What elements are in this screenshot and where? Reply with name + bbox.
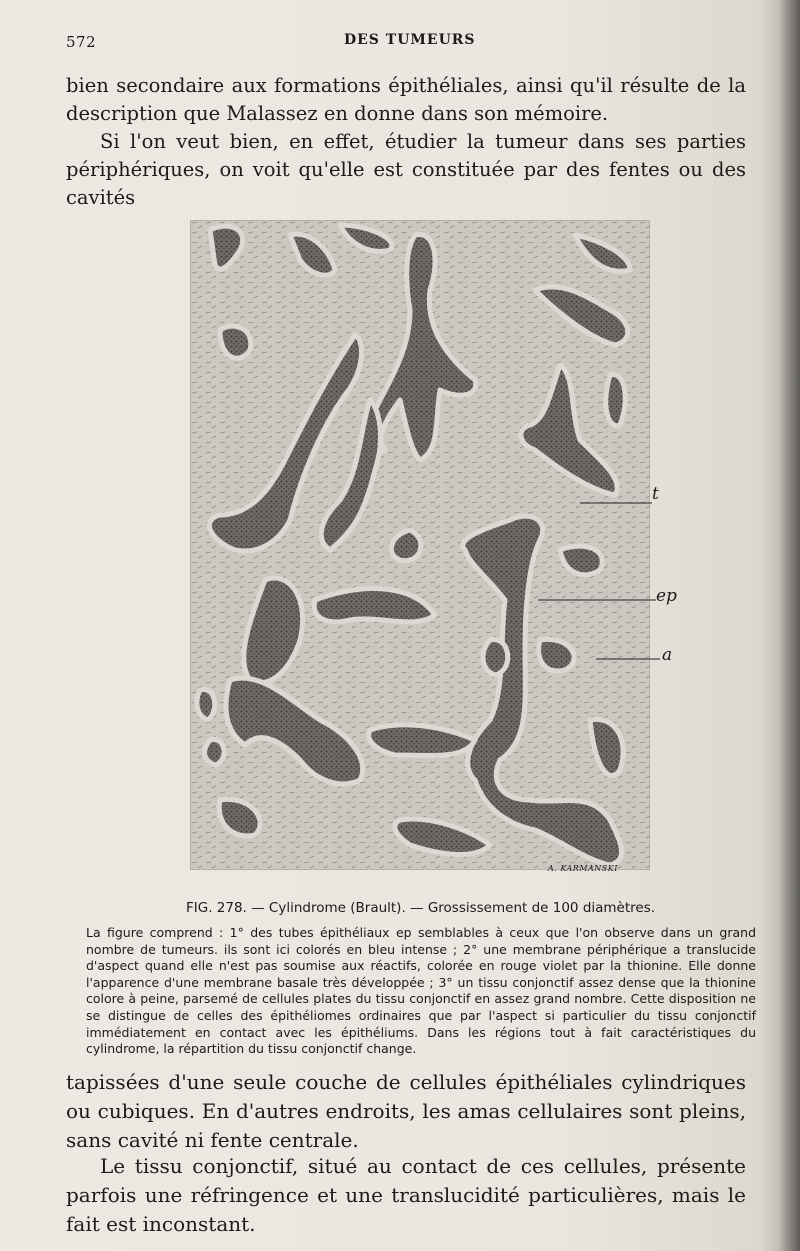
running-head: DES TUMEURS xyxy=(344,32,476,48)
figure-label-t: t xyxy=(652,484,659,504)
figure-description: La figure comprend : 1° des tubes épithéliaux ep semblables à ceux que l'on observe dans un grand nombre de tumeurs. ils sont ici colorés en bleu intense ; 2° une membrane périphérique a translucide d'aspect quand elle n'est pas soumise aux réactifs, colorée en rouge violet par la thionine. Elle donne l'apparence d'une membrane basale très développée ; 3° un tissu conjonctif assez dense que la thionine colore à peine, parsemé de cellules plates du tissu conjonctif en assez grand nombre. Cette disposition ne se distingue de celles des épithéliomes ordinaires que par l'aspect si particulier du tissu conjonctif immédiatement en contact avec les épithéliums. Dans les régions tout à fait caractéristiques du cylindrome, la répartition du tissu conjonctif change. xyxy=(86,925,756,1057)
paragraph-4: Le tissu conjonctif, situé au contact de ces cellules, présente parfois une réfringence et une translucidité particulières, mais le fait est inconstant. xyxy=(66,1154,746,1236)
figure-caption: FIG. 278. — Cylindrome (Brault). — Grossissement de 100 diamètres. xyxy=(186,900,656,916)
figure-label-ep: ep xyxy=(656,586,677,606)
paragraph-1: bien secondaire aux formations épithéliales, ainsi qu'il résulte de la description que Malassez en donne dans son mémoire. xyxy=(66,74,746,125)
artist-signature: A. KARMANSKI xyxy=(548,864,618,873)
paragraph-3: tapissées d'une seule couche de cellules épithéliales cylindriques ou cubiques. En d'autres endroits, les amas cellulaires sont pleins, sans cavité ni fente centrale. xyxy=(66,1070,746,1152)
page-number: 572 xyxy=(66,33,97,51)
paragraph-2: Si l'on veut bien, en effet, étudier la tumeur dans ses parties périphériques, on voit qu'elle est constituée par des fentes ou des cavités xyxy=(66,130,746,209)
figure-label-a: a xyxy=(662,645,673,665)
